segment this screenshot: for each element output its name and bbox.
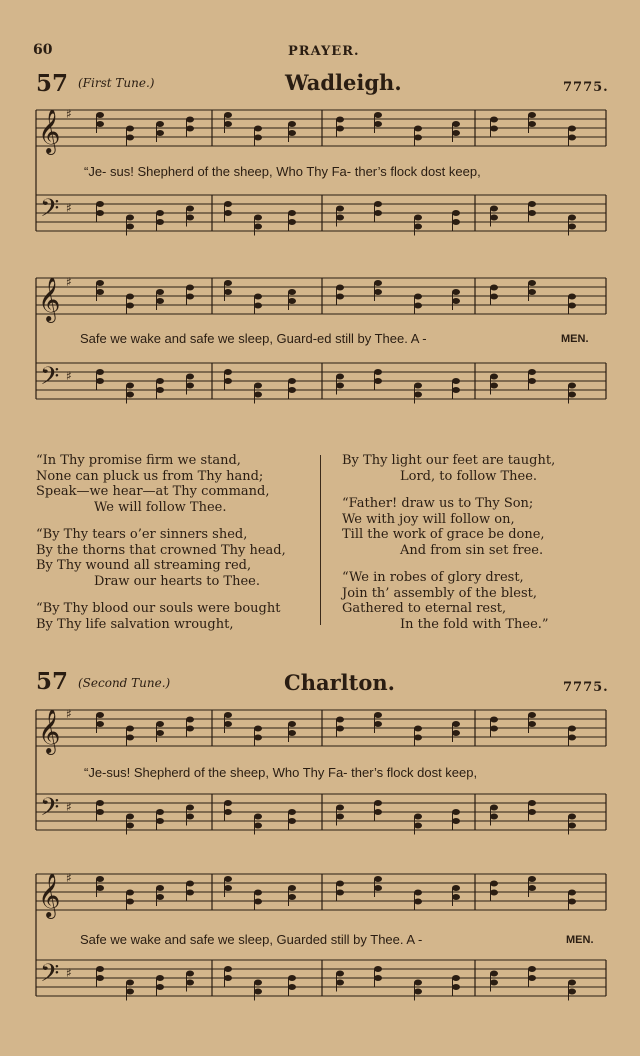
note-head <box>254 726 262 732</box>
note-head <box>126 899 134 905</box>
note-head <box>224 369 232 375</box>
verse-line: None can pluck us from Thy hand; <box>36 468 264 484</box>
note-head <box>156 975 164 981</box>
note-head <box>288 121 296 127</box>
verse-line: Gathered to eternal rest, <box>342 601 507 616</box>
note-head <box>224 885 232 891</box>
bass-clef-icon: 𝄢 <box>40 362 60 397</box>
key-signature-sharp-icon: ♯ <box>66 275 72 289</box>
note-head <box>156 721 164 727</box>
note-head <box>452 885 460 891</box>
note-head <box>374 369 382 375</box>
note-head <box>156 885 164 891</box>
note-head <box>126 126 134 132</box>
note-head <box>96 885 104 891</box>
note-head <box>374 712 382 718</box>
note-head <box>186 126 194 132</box>
note-head <box>126 135 134 141</box>
note-head <box>126 303 134 309</box>
note-head <box>452 894 460 900</box>
verse-line: Join th’ assembly of the blest, <box>342 585 538 601</box>
verses-right-column <box>342 453 555 644</box>
note-head <box>374 966 382 972</box>
bass-staff <box>36 363 606 399</box>
page-number: 60 <box>33 42 53 58</box>
note-head <box>414 224 422 230</box>
note-head <box>186 206 194 212</box>
note-head <box>224 210 232 216</box>
note-head <box>96 721 104 727</box>
note-head <box>126 735 134 741</box>
note-head <box>490 215 498 221</box>
stanza <box>342 496 555 558</box>
note-head <box>490 805 498 811</box>
note-head <box>336 805 344 811</box>
note-head <box>528 369 536 375</box>
note-head <box>336 726 344 732</box>
verse-line: Lord, to follow Thee. <box>400 468 538 484</box>
verse-line: “Father! draw us to Thy Son; <box>342 496 534 511</box>
note-head <box>186 294 194 300</box>
note-head <box>490 206 498 212</box>
note-head <box>528 378 536 384</box>
note-head <box>96 210 104 216</box>
verse-line: Till the work of grace be done, <box>342 527 545 542</box>
note-head <box>288 387 296 393</box>
tune-name: Wadleigh. <box>285 70 402 95</box>
note-head <box>336 881 344 887</box>
note-head <box>414 303 422 309</box>
note-head <box>374 201 382 207</box>
note-head <box>288 130 296 136</box>
note-head <box>568 735 576 741</box>
note-head <box>254 989 262 995</box>
note-head <box>156 219 164 225</box>
note-head <box>156 818 164 824</box>
note-head <box>288 818 296 824</box>
note-head <box>126 823 134 829</box>
note-head <box>254 899 262 905</box>
note-head <box>156 809 164 815</box>
note-head <box>490 881 498 887</box>
treble-clef-icon: 𝄞 <box>38 873 61 917</box>
verses-left-column <box>36 453 286 644</box>
note-head <box>490 117 498 123</box>
note-head <box>126 383 134 389</box>
note-head <box>452 289 460 295</box>
note-head <box>414 294 422 300</box>
stanza <box>342 570 555 632</box>
note-head <box>336 294 344 300</box>
note-head <box>126 814 134 820</box>
note-head <box>336 980 344 986</box>
note-head <box>414 383 422 389</box>
note-head <box>254 890 262 896</box>
note-head <box>224 289 232 295</box>
note-head <box>528 210 536 216</box>
verse-line: By Thy light our feet are taught, <box>342 453 556 468</box>
note-head <box>224 876 232 882</box>
note-head <box>528 966 536 972</box>
tune-name: Charlton. <box>284 670 395 695</box>
note-head <box>224 975 232 981</box>
note-head <box>490 971 498 977</box>
note-head <box>336 206 344 212</box>
note-head <box>452 984 460 990</box>
note-head <box>414 392 422 398</box>
note-head <box>288 809 296 815</box>
note-head <box>186 117 194 123</box>
treble-staff <box>36 278 606 314</box>
note-head <box>186 805 194 811</box>
note-head <box>528 885 536 891</box>
note-head <box>288 984 296 990</box>
note-head <box>374 876 382 882</box>
note-head <box>126 224 134 230</box>
note-head <box>528 712 536 718</box>
hymn-number: 57 <box>36 668 69 695</box>
note-head <box>528 975 536 981</box>
note-head <box>336 717 344 723</box>
note-head <box>254 735 262 741</box>
note-head <box>224 378 232 384</box>
note-head <box>336 215 344 221</box>
amen-syllable: MEN. <box>561 333 589 345</box>
note-head <box>336 383 344 389</box>
note-head <box>374 800 382 806</box>
verse-line: Draw our hearts to Thee. <box>94 573 260 589</box>
note-head <box>490 374 498 380</box>
key-signature-sharp-icon: ♯ <box>66 707 72 721</box>
note-head <box>254 126 262 132</box>
verse-line: By Thy life salvation wrought, <box>36 616 234 632</box>
note-head <box>374 112 382 118</box>
meter: 7775. <box>563 680 609 695</box>
note-head <box>254 823 262 829</box>
note-head <box>528 112 536 118</box>
verse-line: Speak—we hear—at Thy command, <box>36 484 270 499</box>
bass-staff <box>36 195 606 231</box>
note-head <box>414 989 422 995</box>
lyric-line: Safe we wake and safe we sleep, Guard-ed still by Thee. A - <box>80 331 427 346</box>
note-head <box>254 383 262 389</box>
note-head <box>568 303 576 309</box>
verse-line: In the fold with Thee.” <box>400 616 549 632</box>
note-head <box>156 289 164 295</box>
verse-line: “By Thy blood our souls were bought <box>36 601 281 616</box>
key-signature-sharp-icon: ♯ <box>66 201 72 215</box>
treble-clef-icon: 𝄞 <box>38 709 61 753</box>
note-head <box>288 289 296 295</box>
column-divider <box>320 455 321 625</box>
lyric-line: Safe we wake and safe we sleep, Guarded still by Thee. A - <box>80 932 423 947</box>
note-head <box>186 215 194 221</box>
key-signature-sharp-icon: ♯ <box>66 871 72 885</box>
note-head <box>96 966 104 972</box>
note-head <box>374 975 382 981</box>
hymn-number: 57 <box>36 70 69 97</box>
note-head <box>336 117 344 123</box>
bass-clef-icon: 𝄢 <box>40 194 60 229</box>
note-head <box>156 730 164 736</box>
note-head <box>96 975 104 981</box>
note-head <box>490 285 498 291</box>
note-head <box>568 726 576 732</box>
note-head <box>254 980 262 986</box>
note-head <box>414 899 422 905</box>
note-head <box>254 294 262 300</box>
note-head <box>96 712 104 718</box>
note-head <box>490 126 498 132</box>
note-head <box>568 980 576 986</box>
note-head <box>490 717 498 723</box>
note-head <box>490 726 498 732</box>
note-head <box>528 809 536 815</box>
note-head <box>528 121 536 127</box>
note-head <box>156 130 164 136</box>
note-head <box>568 392 576 398</box>
note-head <box>288 721 296 727</box>
note-head <box>126 215 134 221</box>
verse-line: “We in robes of glory drest, <box>342 570 524 585</box>
note-head <box>528 800 536 806</box>
note-head <box>96 369 104 375</box>
note-head <box>96 378 104 384</box>
note-head <box>452 975 460 981</box>
stanza <box>36 527 286 589</box>
note-head <box>568 890 576 896</box>
lyric-line: “Je-sus! Shepherd of the sheep, Who Thy Fa- ther’s flock dost keep, <box>84 765 478 780</box>
note-head <box>126 890 134 896</box>
note-head <box>414 980 422 986</box>
note-head <box>288 975 296 981</box>
note-head <box>224 712 232 718</box>
note-head <box>568 814 576 820</box>
note-head <box>452 219 460 225</box>
note-head <box>452 121 460 127</box>
note-head <box>336 971 344 977</box>
note-head <box>336 285 344 291</box>
note-head <box>528 876 536 882</box>
note-head <box>528 201 536 207</box>
note-head <box>336 374 344 380</box>
treble-clef-icon: 𝄞 <box>38 109 61 153</box>
note-head <box>568 126 576 132</box>
note-head <box>490 814 498 820</box>
key-signature-sharp-icon: ♯ <box>66 107 72 121</box>
note-head <box>452 298 460 304</box>
note-head <box>156 210 164 216</box>
key-signature-sharp-icon: ♯ <box>66 966 72 980</box>
bass-staff <box>36 794 606 830</box>
verse-line: “By Thy tears o’er sinners shed, <box>36 527 248 542</box>
treble-staff <box>36 110 606 146</box>
key-signature-sharp-icon: ♯ <box>66 800 72 814</box>
note-head <box>528 721 536 727</box>
note-head <box>336 890 344 896</box>
note-head <box>126 726 134 732</box>
verse-line: We will follow Thee. <box>94 499 227 515</box>
note-head <box>288 885 296 891</box>
treble-clef-icon: 𝄞 <box>38 277 61 321</box>
note-head <box>490 980 498 986</box>
note-head <box>414 215 422 221</box>
verse-line: And from sin set free. <box>400 542 544 558</box>
note-head <box>452 721 460 727</box>
note-head <box>186 726 194 732</box>
note-head <box>156 894 164 900</box>
lyric-line: “Je- sus! Shepherd of the sheep, Who Thy Fa- ther’s flock dost keep, <box>84 164 481 179</box>
note-head <box>452 378 460 384</box>
note-head <box>254 224 262 230</box>
bass-clef-icon: 𝄢 <box>40 959 60 994</box>
note-head <box>224 809 232 815</box>
note-head <box>254 303 262 309</box>
tune-label: (Second Tune.) <box>78 676 171 690</box>
note-head <box>528 280 536 286</box>
note-head <box>186 374 194 380</box>
note-head <box>288 894 296 900</box>
note-head <box>96 876 104 882</box>
note-head <box>568 294 576 300</box>
note-head <box>374 885 382 891</box>
note-head <box>186 971 194 977</box>
note-head <box>336 126 344 132</box>
note-head <box>414 823 422 829</box>
note-head <box>288 298 296 304</box>
note-head <box>490 383 498 389</box>
note-head <box>224 112 232 118</box>
amen-syllable: MEN. <box>566 934 594 946</box>
tune-label: (First Tune.) <box>78 76 155 90</box>
note-head <box>568 383 576 389</box>
stanza <box>36 453 286 515</box>
bass-clef-icon: 𝄢 <box>40 793 60 828</box>
note-head <box>186 881 194 887</box>
treble-staff <box>36 710 606 746</box>
note-head <box>374 289 382 295</box>
note-head <box>224 121 232 127</box>
note-head <box>156 387 164 393</box>
note-head <box>452 130 460 136</box>
note-head <box>126 980 134 986</box>
note-head <box>186 814 194 820</box>
note-head <box>452 809 460 815</box>
note-head <box>568 135 576 141</box>
note-head <box>528 289 536 295</box>
note-head <box>414 726 422 732</box>
note-head <box>374 809 382 815</box>
note-head <box>224 966 232 972</box>
note-head <box>374 721 382 727</box>
note-head <box>414 814 422 820</box>
note-head <box>96 800 104 806</box>
note-head <box>186 980 194 986</box>
note-head <box>254 392 262 398</box>
treble-staff <box>36 874 606 910</box>
note-head <box>414 126 422 132</box>
note-head <box>96 809 104 815</box>
note-head <box>156 298 164 304</box>
note-head <box>126 989 134 995</box>
note-head <box>568 899 576 905</box>
note-head <box>336 814 344 820</box>
note-head <box>288 210 296 216</box>
note-head <box>96 201 104 207</box>
note-head <box>96 289 104 295</box>
note-head <box>254 215 262 221</box>
note-head <box>254 135 262 141</box>
note-head <box>126 294 134 300</box>
note-head <box>186 285 194 291</box>
bass-staff <box>36 960 606 996</box>
note-head <box>156 378 164 384</box>
stanza <box>36 601 286 632</box>
note-head <box>96 112 104 118</box>
stanza <box>342 453 555 484</box>
note-head <box>452 210 460 216</box>
note-head <box>288 219 296 225</box>
verse-line: By Thy wound all streaming red, <box>36 558 252 573</box>
note-head <box>374 280 382 286</box>
meter: 7775. <box>563 80 609 95</box>
note-head <box>374 121 382 127</box>
verse-line: We with joy will follow on, <box>342 511 515 527</box>
note-head <box>568 823 576 829</box>
note-head <box>568 215 576 221</box>
note-head <box>568 224 576 230</box>
note-head <box>568 989 576 995</box>
note-head <box>186 717 194 723</box>
note-head <box>224 800 232 806</box>
note-head <box>288 378 296 384</box>
verse-line: By the thorns that crowned Thy head, <box>36 542 286 558</box>
note-head <box>224 201 232 207</box>
note-head <box>490 890 498 896</box>
note-head <box>224 280 232 286</box>
verse-line: “In Thy promise firm we stand, <box>36 453 241 468</box>
note-head <box>490 294 498 300</box>
note-head <box>414 135 422 141</box>
note-head <box>452 730 460 736</box>
note-head <box>156 984 164 990</box>
note-head <box>414 890 422 896</box>
note-head <box>156 121 164 127</box>
note-head <box>96 280 104 286</box>
note-head <box>224 721 232 727</box>
section-title: PRAYER. <box>288 44 360 59</box>
note-head <box>452 818 460 824</box>
key-signature-sharp-icon: ♯ <box>66 369 72 383</box>
note-head <box>254 814 262 820</box>
note-head <box>186 890 194 896</box>
note-head <box>452 387 460 393</box>
note-head <box>96 121 104 127</box>
note-head <box>374 210 382 216</box>
note-head <box>374 378 382 384</box>
note-head <box>126 392 134 398</box>
note-head <box>414 735 422 741</box>
note-head <box>186 383 194 389</box>
note-head <box>288 730 296 736</box>
